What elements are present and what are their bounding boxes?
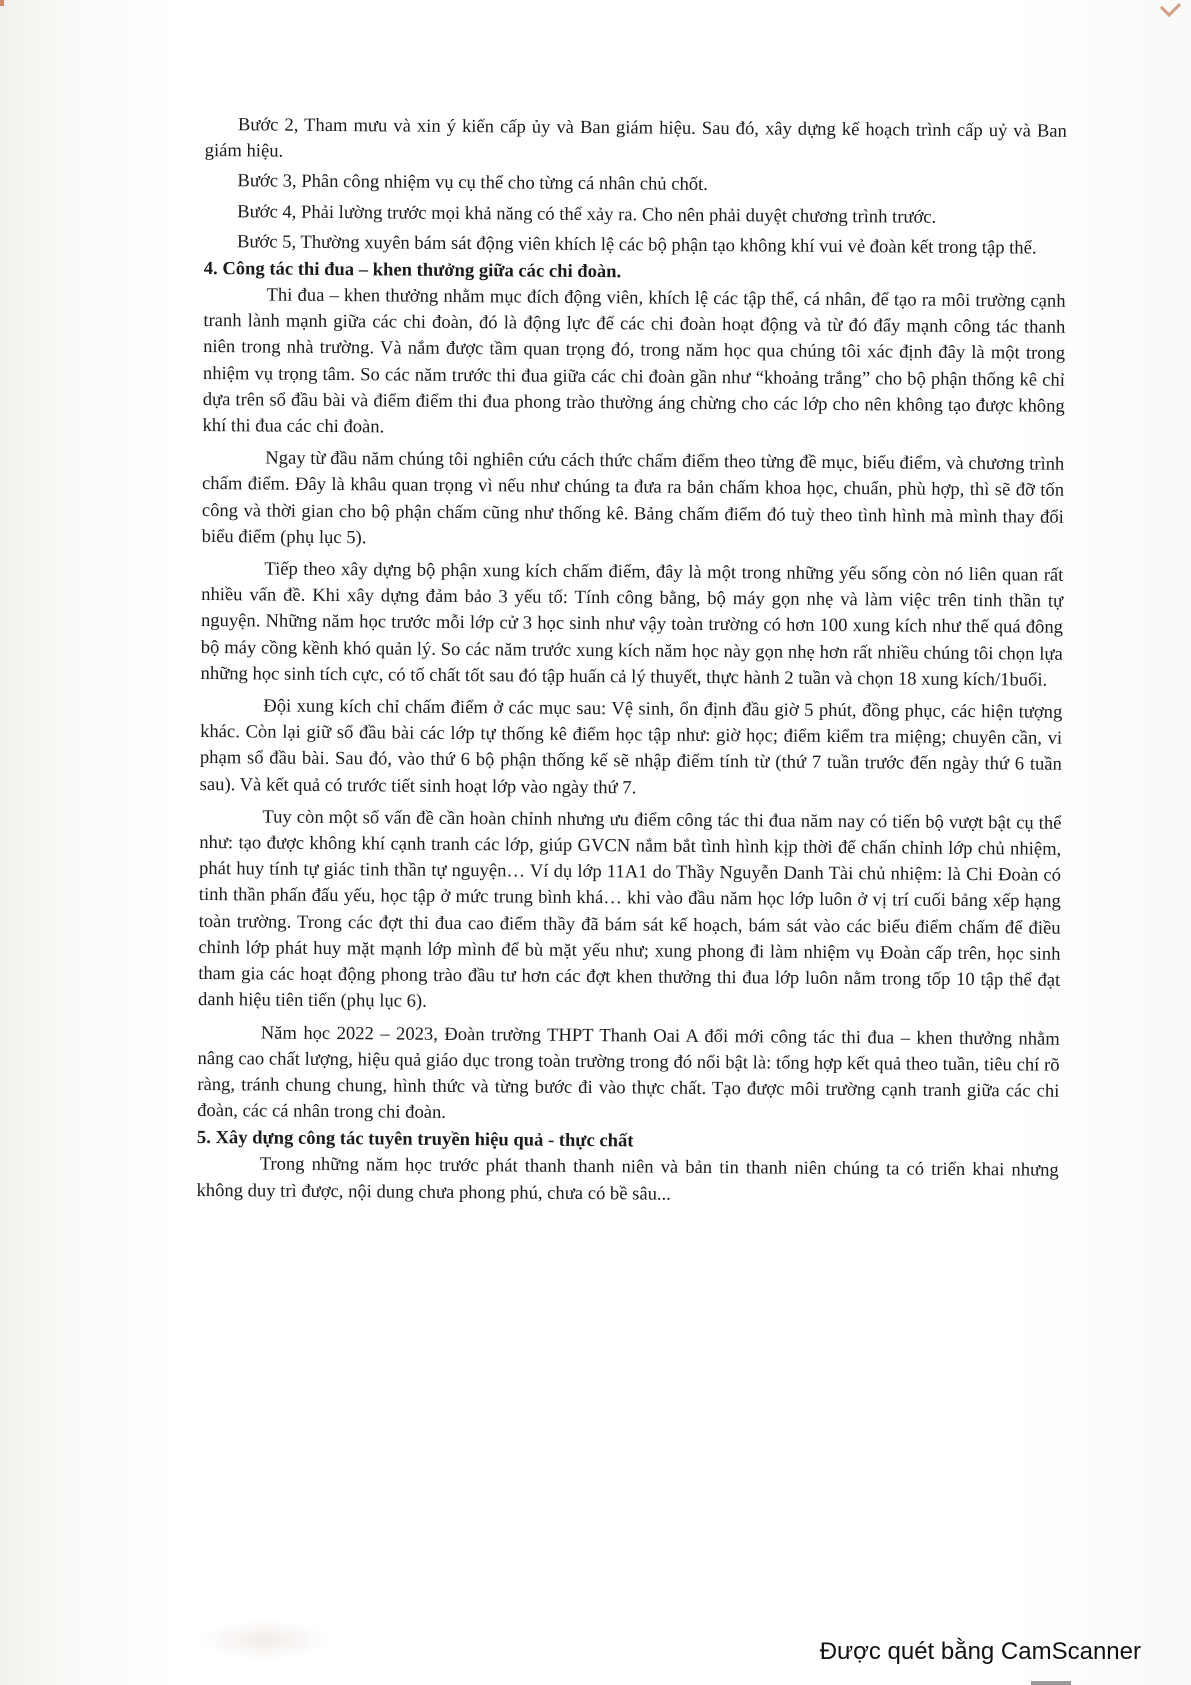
section-4-paragraph: Đội xung kích chỉ chấm điểm ở các mục sau: Vệ sinh, ổn định đầu giờ 5 phút, đồng phục, các hiện tượng khác. Còn lại giữ sổ đầu bài các lớp tự thống kê điểm học tập như: giờ học; điểm kiểm tra miệng; chuyên cần, vi phạm sổ đầu bài. Sau đó, vào thứ 6 bộ phận thống kế sẽ nhập điểm tính từ (thứ 7 tuần trước đến ngày thứ 6 tuần sau). Và kết quả có trước tiết sinh hoạt lớp vào ngày thứ 7. [199, 695, 1063, 799]
step-2: Bước 2, Tham mưu và xin ý kiến cấp ủy và Ban giám hiệu. Sau đó, xây dựng kế hoạch trình cấp uỷ và Ban giám hiệu. [204, 114, 1067, 162]
section-5-heading: 5. Xây dựng công tác tuyên truyền hiệu quả - thực chất [196, 1127, 634, 1152]
corner-mark-icon [1160, 0, 1181, 17]
section-4-paragraph: Tiếp theo xây dựng bộ phận xung kích chấm điểm, đây là một trong những yếu sống còn nó liên quan rất nhiều vấn đề. Khi xây dựng đảm bảo 3 yếu tố: Tính công bằng, bộ máy gọn nhẹ và làm việc trên tinh thần tự nguyện. Những năm học trước mỗi lớp cử 3 học sinh như vậy toàn trường có hơn 100 xung kích như thế quá đông bộ máy cồng kềnh khó quản lý. So các năm trước xung kích năm học này gọn nhẹ hơn rất nhiều chúng tôi chọn lựa những học sinh tích cực, có tố chất tốt sau đó tập huấn cả lý thuyết, thực hành 2 tuần và chọn 18 xung kích/1buổi. [200, 558, 1064, 691]
camscanner-watermark: Được quét bằng CamScanner [819, 1638, 1141, 1665]
scan-edge-mark [0, 0, 4, 6]
section-4-paragraph: Tuy còn một số vấn đề cần hoàn chỉnh nhưng ưu điểm công tác thi đua năm nay có tiến bộ vượt bật cụ thể như: tạo được không khí cạnh tranh các lớp, giúp GVCN nắm bắt tình hình kịp thời để chấn chỉnh lớp chủ nhiệm, phát huy tính tự giác tinh thần tự nguyện… Ví dụ lớp 11A1 do Thầy Nguyễn Danh Tài chủ nhiệm: là Chi Đoàn có tinh thần phấn đấu yếu, học tập ở mức trung bình khá… khi vào đầu năm học lớp luôn ở vị trí cuối bảng xếp hạng toàn trường. Trong các đợt thi đua cao điểm thầy đã bám sát kế hoạch, bám sát vào các biểu điểm chấm để điều chỉnh lớp phát huy mặt mạnh lớp mình để bù mặt yếu như; xung phong đi làm nhiệm vụ Đoàn cấp trên, học sinh tham gia các hoạt động phong trào đầu tư hơn các đợt khen thưởng thi đua lớp luôn nằm trong tốp 10 tập thể đạt danh hiệu tiên tiến (phụ lục 6). [197, 806, 1062, 1013]
section-4-paragraph: Năm học 2022 – 2023, Đoàn trường THPT Thanh Oai A đổi mới công tác thi đua – khen thưởng nhằm nâng cao chất lượng, hiệu quả giáo dục trong toàn trường trong đó nổi bật là: tổng hợp kết quả theo tuần, tiêu chí rõ ràng, tránh chung chung, hình thức và từng bước đi vào thực chất. Tạo được môi trường cạnh tranh giữa các chi đoàn, các cá nhân trong chi đoàn. [197, 1021, 1060, 1124]
step-3: Bước 3, Phân công nhiệm vụ cụ thể cho từng cá nhân chủ chốt. [237, 170, 708, 196]
section-5-paragraph: Trong những năm học trước phát thanh thanh niên và bản tin thanh niên chúng ta có triển khai nhưng không duy trì được, nội dung chưa phong phú, chưa có bề sâu... [196, 1153, 1059, 1205]
step-4: Bước 4, Phải lường trước mọi khả năng có thể xảy ra. Cho nên phải duyệt chương trình trước. [237, 200, 937, 228]
scan-smudge [200, 1620, 330, 1660]
step-5: Bước 5, Thường xuyên bám sát động viên khích lệ các bộ phận tạo không khí vui vẻ đoàn kết trong tập thể. [236, 231, 1037, 259]
document-body [196, 112, 1067, 1210]
scan-edge-mark [1031, 1681, 1071, 1685]
section-4-paragraph: Thi đua – khen thưởng nhằm mục đích động viên, khích lệ các tập thể, cá nhân, để tạo ra môi trường cạnh tranh lành mạnh giữa các chi đoàn, đó là động lực để các chi đoàn hoạt động và từ đó đẩy mạnh công tác thanh niên trong nhà trường. Và nắm được tầm quan trọng đó, trong năm học qua chúng tôi xác định đây là một trong nhiệm vụ trọng tâm. So các năm trước thi đua giữa các chi đoàn gần như “khoảng trắng” cho bộ phận thống kê chỉ dựa trên sổ đầu bài và điểm điểm thi đua phong trào thường áng chừng cho các lớp cho nên không tạo được không khí thi đua các chi đoàn. [202, 284, 1066, 438]
section-4-paragraph: Ngay từ đầu năm chúng tôi nghiên cứu cách thức chấm điểm theo từng đề mục, biểu điểm, và chương trình chấm điểm. Đây là khâu quan trọng vì nếu như chúng ta đưa ra bản chấm khoa học, chuẩn, phù hợp, thì sẽ đỡ tốn công và thời gian cho bộ phận chấm cũng như thống kê. Bảng chấm điểm đó tuỳ theo tình hình mà mình thay đổi biểu điểm (phụ lục 5). [201, 447, 1065, 549]
section-4-heading: 4. Công tác thi đua – khen thưởng giữa các chi đoàn. [203, 258, 622, 283]
